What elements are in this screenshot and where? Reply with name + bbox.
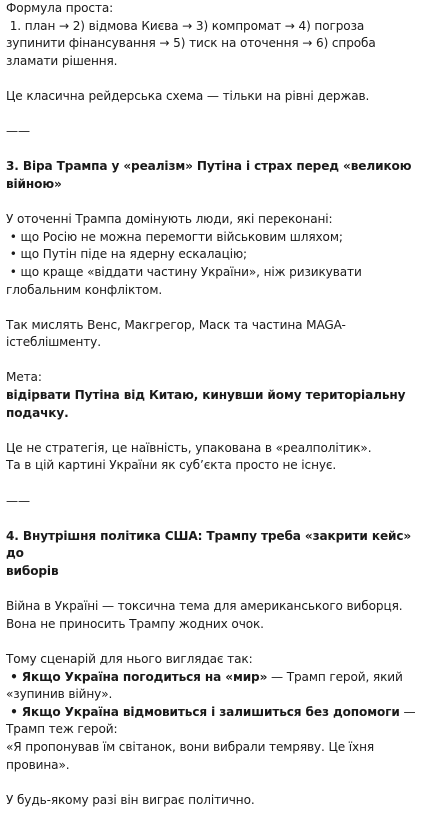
raider-scheme-text: Це класична рейдерська схема — тільки на рівні держав. [6, 88, 370, 103]
formula-steps-line-1: 1. план → 2) відмова Києва → 3) компромат → 4) погроза [6, 18, 365, 33]
section-3-goal-line-2: подачку. [6, 405, 69, 420]
section-3-goal-line-1: відірвати Путіна від Китаю, кинувши йому територіальну [6, 388, 406, 403]
section-4-bullet-2 [6, 704, 418, 722]
bullet-2-bold-text: • Якщо Україна відмовиться і залишиться без допомоги [6, 704, 400, 719]
separator: —— [6, 493, 30, 508]
section-3-goal-label: Мета: [6, 370, 42, 385]
section-4-bullet-1-continuation: «зупинив війну». [6, 687, 113, 702]
section-3-heading-line-2: війною» [6, 176, 62, 191]
section-3-bullet-continuation: глобальним конфліктом. [6, 282, 163, 297]
section-3-bullet: • що Путін піде на ядерну ескалацію; [6, 247, 247, 262]
section-4-quote-line-2: провина». [6, 757, 70, 772]
formula-steps-line-2: зупинити фінансування → 5) тиск на оточення → 6) спроба [6, 36, 376, 51]
section-4-para-line-2: Вона не приносить Трампу жодних очок. [6, 616, 264, 631]
separator: —— [6, 124, 30, 139]
section-3-bullet: • що краще «віддати частину України», ніж ризикувати [6, 264, 362, 279]
section-3-heading-line-1: 3. Віра Трампа у «реалізм» Путіна і страх перед «великою [6, 159, 412, 174]
section-4-bullet-1 [6, 669, 418, 687]
section-3-thinkers-line-1: Так мислять Венс, Макгрегор, Маск та частина MAGA- [6, 317, 346, 332]
section-4-heading-line-2: виборів [6, 564, 59, 578]
section-3-thinkers-line-2: істеблішменту. [6, 335, 101, 350]
section-4-para-line-1: Війна в Україні — токсична тема для американського виборця. [6, 599, 403, 614]
formula-heading: Формула проста: [6, 1, 114, 15]
section-4-bullet-2-continuation: Трамп теж герой: [6, 722, 118, 737]
section-3-bullet: • що Росію не можна перемогти військовим шляхом; [6, 229, 343, 244]
section-4-conclusion: У будь-якому разі він виграє політично. [6, 792, 255, 807]
bullet-2-text: — [399, 704, 416, 719]
section-4-quote-line-1: «Я пропонував їм світанок, вони вибрали темряву. Це їхня [6, 739, 375, 754]
section-3-note-line-2: Та в цій картині України як суб’єкта просто не існує. [6, 458, 337, 473]
section-4-scenario-intro: Тому сценарій для нього виглядає так: [6, 651, 253, 666]
section-3-note-line-1: Це не стратегія, це наївність, упакована в «реалполітик». [6, 440, 372, 455]
document-body [6, 0, 418, 809]
bullet-1-bold-text: • Якщо Україна погодиться на «мир» [6, 669, 268, 684]
section-4-heading-line-1: 4. Внутрішня політика США: Трампу треба «закрити кейс» до [6, 528, 416, 561]
formula-steps-line-3: зламати рішення. [6, 53, 118, 68]
bullet-1-text: — Трамп герой, який [267, 669, 403, 684]
section-3-intro: У оточенні Трампа домінують люди, які переконані: [6, 212, 333, 227]
